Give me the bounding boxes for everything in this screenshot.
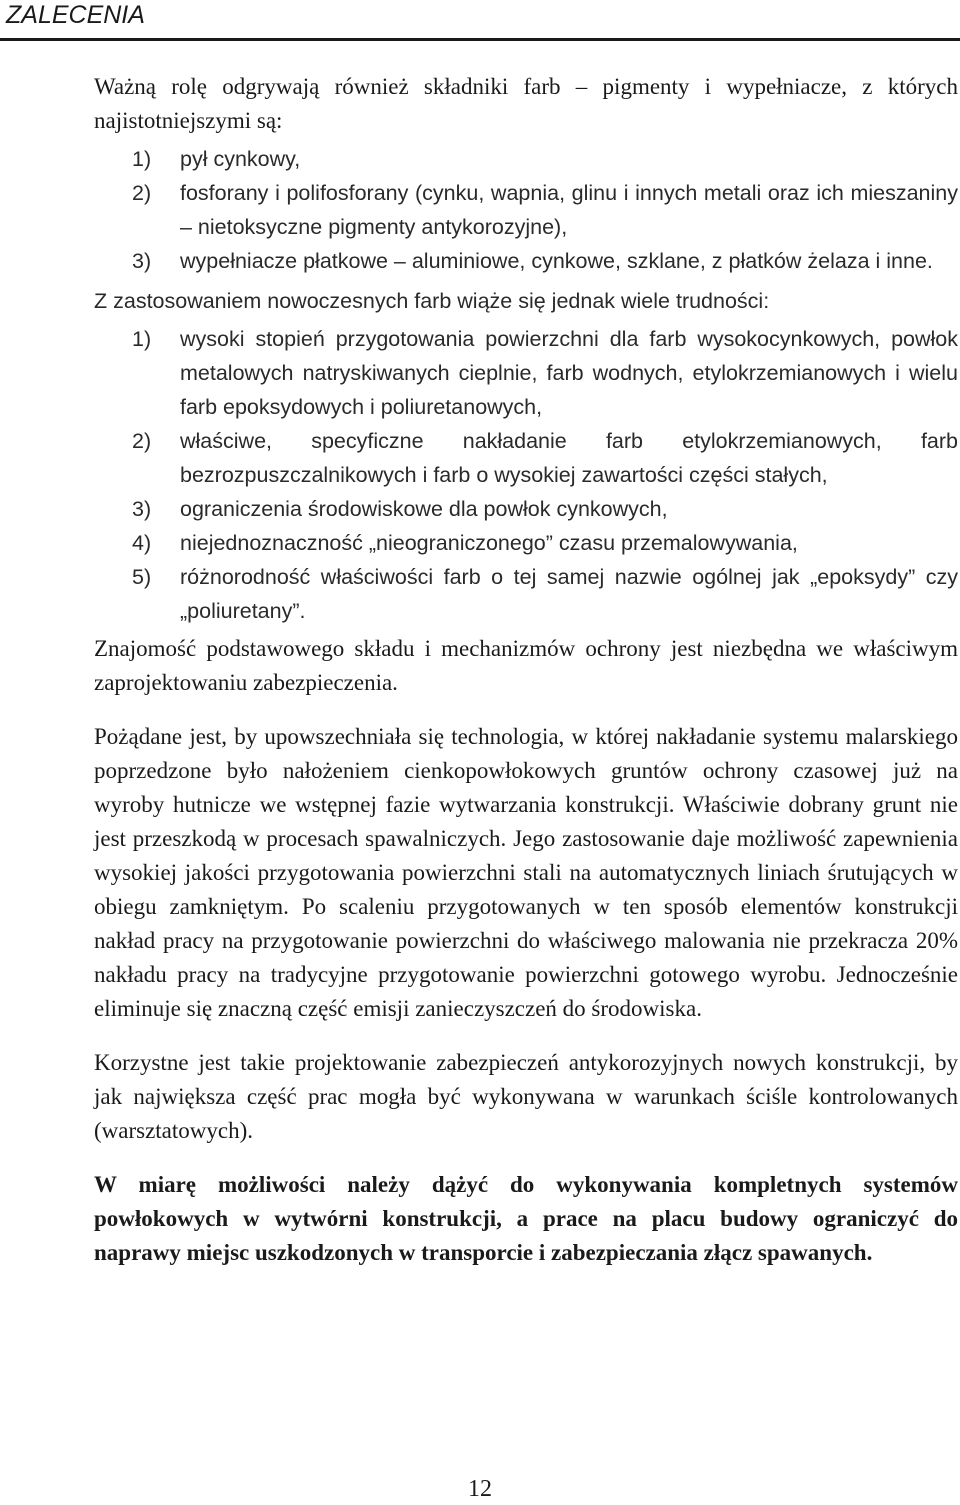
- difficulties-list: [94, 322, 958, 628]
- list-item-number: 5): [132, 565, 152, 589]
- list-item: [94, 526, 958, 560]
- list-item-text: fosforany i polifosforany (cynku, wapnia, glinu i innych metali oraz ich mieszaniny – nietoksyczne pigmenty antykorozyjne),: [180, 181, 958, 239]
- list-item-number: 4): [132, 531, 152, 555]
- paragraph-technology: Pożądane jest, by upowszechniała się technologia, w której nakładanie systemu malarskiego poprzedzone było nałożeniem cienkopowłokowych gruntów ochrony czasowej już na wyroby hutnicze we wstępnej fazie wytwarzania konstrukcji. Właściwie dobrany grunt nie jest przeszkodą w procesach spawalniczych. Jego zastosowanie daje możliwość zapewnienia wysokiej jakości przygotowania powierzchni stali na automatycznych liniach śrutujących w obiegu zamkniętym. Po scaleniu przygotowanych w ten sposób elementów konstrukcji nakład pracy na przygotowanie powierzchni do właściwego malowania nie przekracza 20% nakładu pracy na tradycyjne przygotowanie powierzchni gotowego wyrobu. Jednocześnie eliminuje się znaczną część emisji zanieczyszczeń do środowiska.: [94, 724, 958, 1021]
- list-item: [94, 142, 958, 176]
- section-title: ZALECENIA: [6, 1, 145, 29]
- paragraph-design: Korzystne jest takie projektowanie zabezpieczeń antykorozyjnych nowych konstrukcji, by jak największa część prac mogła być wykonywana w warunkach ściśle kontrolowanych (warsztatowych).: [94, 1050, 958, 1143]
- page-content: [94, 70, 958, 1270]
- paragraph-knowledge: Znajomość podstawowego składu i mechanizmów ochrony jest niezbędna we właściwym zaprojektowaniu zabezpieczenia.: [94, 636, 958, 695]
- list-item-text: właściwe, specyficzne nakładanie farb etylokrzemianowych, farb bezrozpuszczalnikowych i farb o wysokiej zawartości części stałych,: [180, 429, 958, 487]
- list-item: [94, 244, 958, 278]
- list-item-number: 2): [132, 181, 152, 205]
- paragraph-recommendation: W miarę możliwości należy dążyć do wykonywania kompletnych systemów powłokowych w wytwórni konstrukcji, a prace na placu budowy ograniczyć do naprawy miejsc uszkodzonych w transporcie i zabezpieczania złącz spawanych.: [94, 1172, 958, 1265]
- page-number: 12: [468, 1476, 492, 1502]
- pigments-list: [94, 142, 958, 278]
- list-item-text: wypełniacze płatkowe – aluminiowe, cynkowe, szklane, z płatków żelaza i inne.: [180, 249, 933, 273]
- list-item-text: pył cynkowy,: [180, 147, 301, 171]
- list-item-text: ograniczenia środowiskowe dla powłok cynkowych,: [180, 497, 668, 521]
- header-divider: [0, 38, 960, 41]
- paragraph-difficulties-intro: Z zastosowaniem nowoczesnych farb wiąże się jednak wiele trudności:: [94, 289, 770, 313]
- list-item-text: różnorodność właściwości farb o tej samej nazwie ogólnej jak „epoksydy” czy „poliuretany”.: [180, 565, 958, 623]
- list-item: [94, 560, 958, 628]
- list-item-number: 3): [132, 249, 152, 273]
- list-item-number: 1): [132, 327, 152, 351]
- list-item: [94, 322, 958, 424]
- list-item: [94, 424, 958, 492]
- list-item-text: wysoki stopień przygotowania powierzchni dla farb wysokocynkowych, powłok metalowych natryskiwanych cieplnie, farb wodnych, etylokrzemianowych i wielu farb epoksydowych i poliuretanowych,: [180, 327, 958, 419]
- list-item-number: 2): [132, 429, 152, 453]
- list-item: [94, 492, 958, 526]
- paragraph-pigments-intro: Ważną rolę odgrywają również składniki farb – pigmenty i wypełniacze, z których najistotniejszymi są:: [94, 74, 958, 133]
- list-item-number: 3): [132, 497, 152, 521]
- list-item-number: 1): [132, 147, 152, 171]
- list-item-text: niejednoznaczność „nieograniczonego” czasu przemalowywania,: [180, 531, 798, 555]
- list-item: [94, 176, 958, 244]
